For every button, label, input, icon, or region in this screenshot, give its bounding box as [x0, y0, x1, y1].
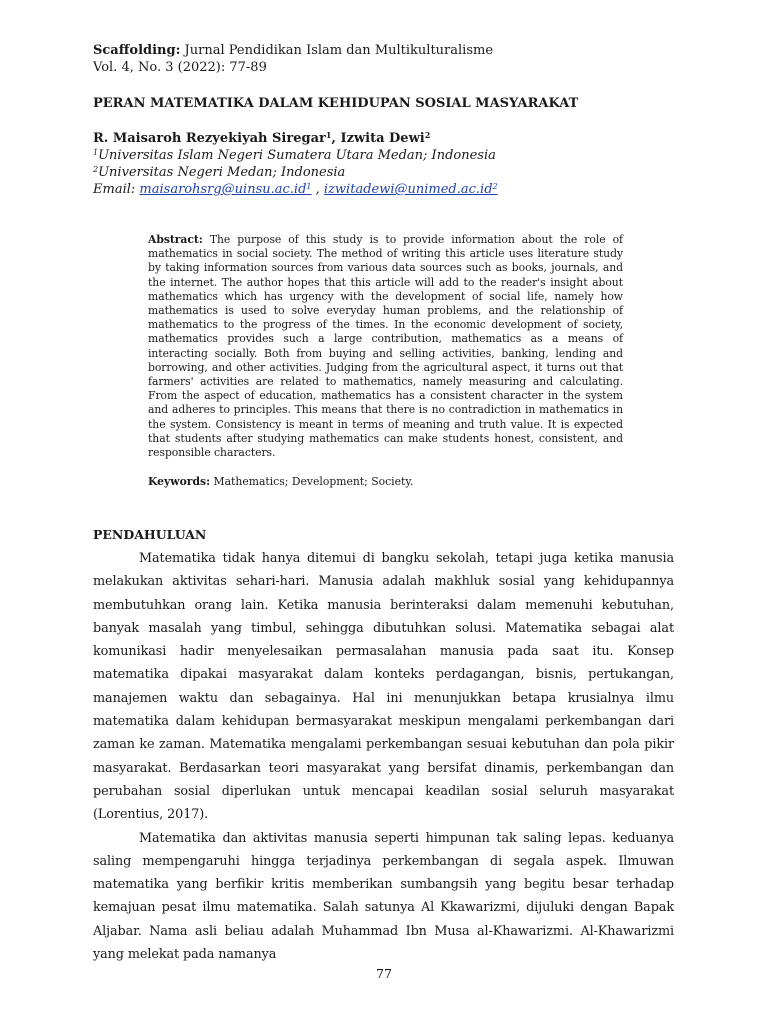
section-heading: PENDAHULUAN [93, 527, 207, 542]
journal-title-line [93, 42, 493, 59]
affiliation-1-sup: 1 [93, 148, 99, 157]
article-title: PERAN MATEMATIKA DALAM KEHIDUPAN SOSIAL MASYARAKAT [93, 96, 579, 111]
body-paragraph-1: Matematika tidak hanya ditemui di bangku sekolah, tetapi juga ketika manusia melakukan aktivitas sehari-hari. Manusia adalah makhluk sosial yang kehidupannya membutuhkan orang lain. Ketika manusia berinteraksi dalam memenuhi kebutuhan, banyak masalah yang timbul, sehingga dibutuhkan solusi. Matematika sebagai alat komunikasi hadir menyelesaikan permasalahan manusia pada saat itu. Konsep matematika dipakai masyarakat dalam konteks perdagangan, bisnis, pertukangan, manajemen waktu dan sebagainya. Hal ini menunjukkan betapa krusialnya ilmu matematika dalam kehidupan bermasyarakat meskipun mengalami perkembangan dari zaman ke zaman. Matematika mengalami perkembangan sesuai kebutuhan dan pola pikir masyarakat. Berdasarkan teori masyarakat yang bersifat dinamis, perkembangan dan perubahan sosial diperlukan untuk mencapai keadilan sosial seluruh masyarakat (Lorentius, 2017). [93, 551, 674, 823]
journal-subtitle: Jurnal Pendidikan Islam dan Multikulturalisme [184, 43, 494, 58]
affiliation-1 [93, 147, 498, 164]
keywords-label: Keywords: [148, 475, 211, 488]
journal-volume: Vol. 4, No. 3 (2022): 77-89 [93, 60, 267, 75]
abstract [148, 233, 623, 460]
author-names [93, 130, 498, 147]
affiliation-2-sup: 2 [93, 165, 99, 174]
email-link-1[interactable] [139, 182, 311, 197]
keywords-text: Mathematics; Development; Society. [213, 475, 414, 488]
author-1: R. Maisaroh Rezyekiyah Siregar [93, 131, 326, 146]
email-link-2[interactable] [324, 182, 498, 197]
email-2-sup: 2 [492, 182, 498, 191]
email-2-text: izwitadewi@unimed.ac.id [323, 182, 493, 197]
abstract-label: Abstract: [148, 233, 203, 246]
affiliation-1-text: Universitas Islam Negeri Sumatera Utara Medan; Indonesia [98, 148, 496, 163]
author-2: Izwita Dewi [340, 131, 425, 146]
author-1-sup: 1 [325, 130, 332, 140]
journal-name: Scaffolding: [93, 43, 181, 58]
abstract-text: The purpose of this study is to provide information about the role of mathematics in social society. The method of writing this article uses literature study by taking information sources from various data sources such as books, journals, and the internet. The author hopes that this article will add to the reader's insight about mathematics which has urgency with the development of social life, namely how mathematics is used to solve everyday human problems, and the relationship of mathematics to the progress of the times. In the economic development of society, mathematics provides such a large contribution, mathematics as a means of interacting socially. Both from buying and selling activities, banking, lending and borrowing, and other activities. Judging from the agricultural aspect, it turns out that farmers' activities are related to mathematics, namely measuring and calculating. From the aspect of education, mathematics has a consistent character in the system and adheres to principles. This means that there is no contradiction in mathematics in the system. Consistency is meant in terms of meaning and truth value. It is expected that students after studying mathematics can make students honest, consistent, and responsible characters. [148, 233, 623, 460]
email-line [93, 181, 498, 198]
keywords [148, 475, 413, 488]
email-1-sup: 1 [306, 182, 312, 191]
email-separator: , [311, 182, 324, 197]
author-block [93, 130, 498, 198]
author-separator: , [331, 131, 341, 146]
page-number: 77 [376, 966, 392, 981]
section-body [93, 547, 674, 966]
journal-header [93, 42, 493, 76]
email-label: Email: [93, 182, 140, 197]
affiliation-2-text: Universitas Negeri Medan; Indonesia [98, 165, 346, 180]
email-1-text: maisarohsrg@uinsu.ac.id [139, 182, 307, 197]
author-2-sup: 2 [424, 130, 431, 140]
body-paragraph-2: Matematika dan aktivitas manusia seperti himpunan tak saling lepas. keduanya saling mempengaruhi hingga terjadinya perkembangan di segala aspek. Ilmuwan matematika yang berfikir kritis memberikan sumbangsih yang begitu besar terhadap kemajuan pesat ilmu matematika. Salah satunya Al Kkawarizmi, dijuluki dengan Bapak Aljabar. Nama asli beliau adalah Muhammad Ibn Musa al-Khawarizmi. Al-Khawarizmi yang melekat pada namanya [93, 830, 674, 963]
affiliation-2 [93, 164, 498, 181]
